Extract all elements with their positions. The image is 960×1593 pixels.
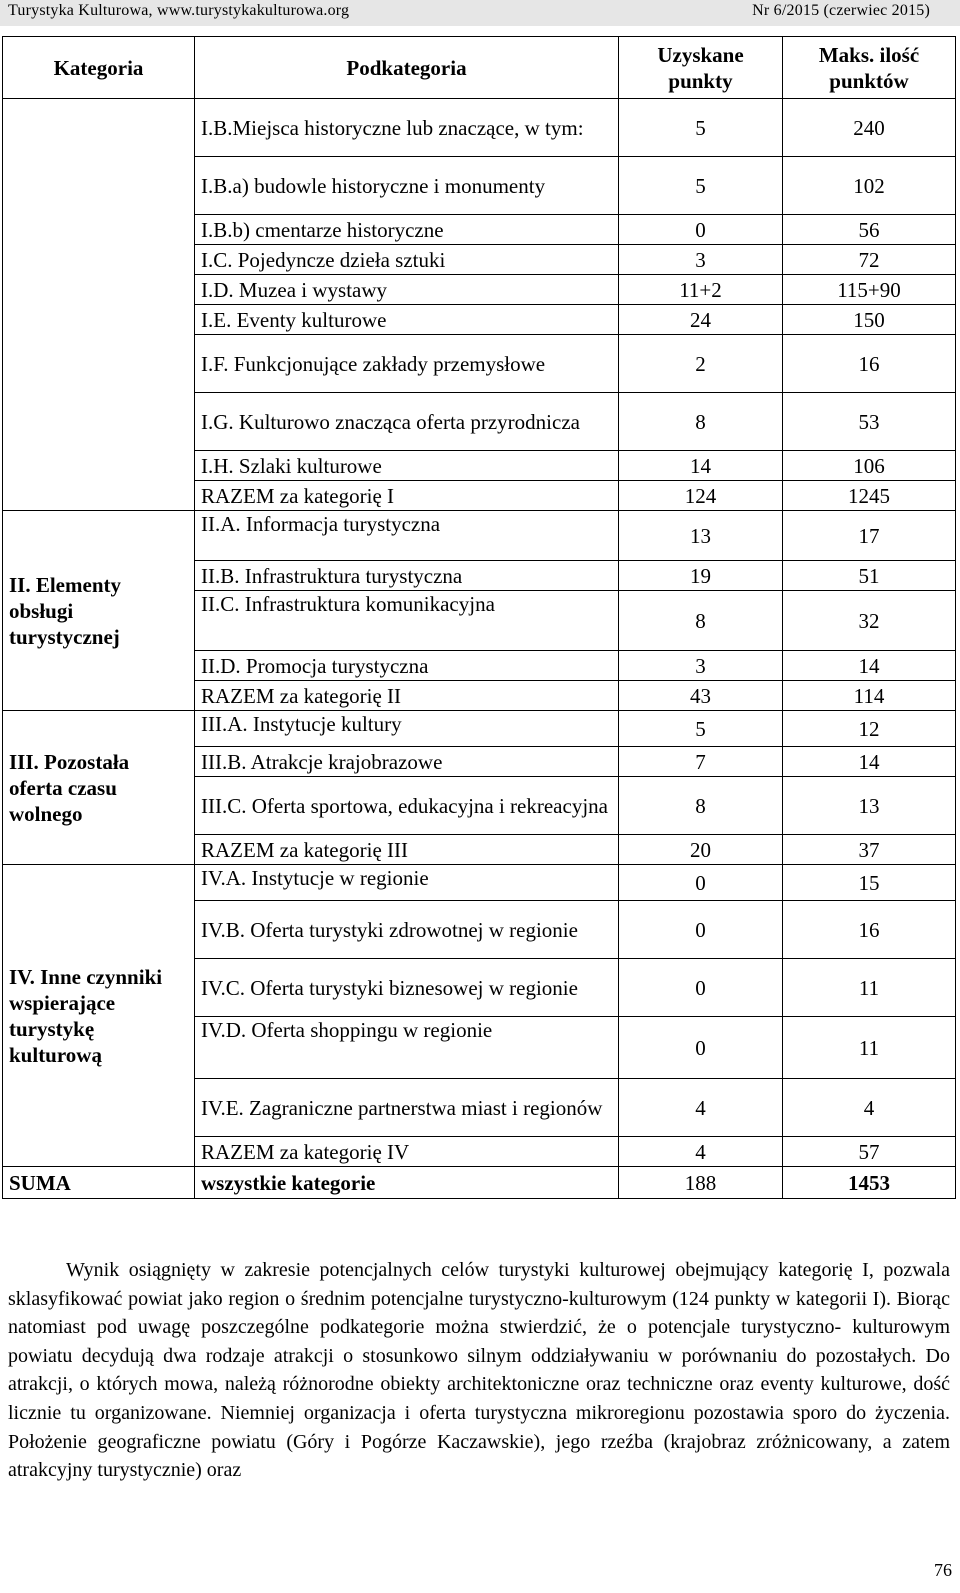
header-podkategoria: Podkategoria (195, 37, 619, 99)
subcategory-cell: IV.D. Oferta shoppingu w regionie (195, 1017, 619, 1079)
header-maks: Maks. ilość punktów (783, 37, 956, 99)
max-points-cell: 12 (783, 711, 956, 747)
points-cell: 0 (619, 865, 783, 901)
points-cell: 0 (619, 959, 783, 1017)
table-row (3, 511, 956, 561)
sum-subcategory: wszystkie kategorie (195, 1167, 619, 1199)
max-points-cell: 16 (783, 335, 956, 393)
max-points-cell: 114 (783, 681, 956, 711)
max-points-cell: 37 (783, 835, 956, 865)
category-cell-empty (3, 99, 195, 511)
subcategory-cell: II.B. Infrastruktura turystyczna (195, 561, 619, 591)
points-cell: 20 (619, 835, 783, 865)
points-cell: 24 (619, 305, 783, 335)
table-row-sum (3, 1167, 956, 1199)
points-cell: 8 (619, 591, 783, 651)
subcategory-cell: III.A. Instytucje kultury (195, 711, 619, 747)
points-cell: 8 (619, 777, 783, 835)
max-points-cell: 57 (783, 1137, 956, 1167)
table-row (3, 865, 956, 901)
max-points-cell: 240 (783, 99, 956, 157)
category-label: IV. Inne czynniki wspierające turystykę kulturową (3, 865, 195, 1167)
points-cell: 0 (619, 1017, 783, 1079)
subcategory-total-cell: RAZEM za kategorię II (195, 681, 619, 711)
max-points-cell: 1245 (783, 481, 956, 511)
points-cell: 5 (619, 157, 783, 215)
subcategory-cell: IV.A. Instytucje w regionie (195, 865, 619, 901)
subcategory-cell: I.D. Muzea i wystawy (195, 275, 619, 305)
header-kategoria: Kategoria (3, 37, 195, 99)
subcategory-cell: IV.B. Oferta turystyki zdrowotnej w regionie (195, 901, 619, 959)
paragraph-text: Wynik osiągnięty w zakresie potencjalnych celów turystyki kulturowej obejmujący kategorię I, pozwala sklasyfikować powiat jako region o średnim potencjalne turystyczno-kulturowym (124 punkty w kategorii I). Biorąc natomiast pod uwagę poszczególne podkategorie można stwierdzić, że o potencjale turystyczno- kulturowym powiatu decydują dwa rodzaje atrakcji o stosunkowo silnym oddziaływaniu w porównaniu do pozostałych. Do atrakcji, o których mowa, należą różnorodne obiekty architektoniczne oraz techniczne oraz eventy kulturowe, dość licznie tu organizowane. Niemniej organizacja i oferta turystyczna mikroregionu pozostawia sporo do życzenia. Położenie geograficzne powiatu (Góry i Pogórze Kaczawskie), jego rzeźba (krajobraz zróżnicowany, a zatem atrakcyjny turystycznie) oraz (8, 1259, 950, 1482)
subcategory-cell: I.B.a) budowle historyczne i monumenty (195, 157, 619, 215)
subcategory-cell: IV.E. Zagraniczne partnerstwa miast i regionów (195, 1079, 619, 1137)
category-label: III. Pozostała oferta czasu wolnego (3, 711, 195, 865)
subcategory-total-cell: RAZEM za kategorię IV (195, 1137, 619, 1167)
subcategory-cell: I.E. Eventy kulturowe (195, 305, 619, 335)
table-header-row (3, 37, 956, 99)
points-cell: 0 (619, 215, 783, 245)
page-number: 76 (934, 1560, 952, 1580)
max-points-cell: 72 (783, 245, 956, 275)
max-points-cell: 106 (783, 451, 956, 481)
max-points-cell: 4 (783, 1079, 956, 1137)
subcategory-cell: I.G. Kulturowo znacząca oferta przyrodnicza (195, 393, 619, 451)
sum-points: 188 (619, 1167, 783, 1199)
subcategory-cell: III.C. Oferta sportowa, edukacyjna i rekreacyjna (195, 777, 619, 835)
max-points-cell: 102 (783, 157, 956, 215)
body-paragraph (8, 1256, 950, 1485)
max-points-cell: 17 (783, 511, 956, 561)
category-label: II. Elementy obsługi turystycznej (3, 511, 195, 711)
scoring-table (2, 36, 956, 1199)
issue-info: Nr 6/2015 (czerwiec 2015) (752, 2, 930, 19)
table-row (3, 711, 956, 747)
points-cell: 124 (619, 481, 783, 511)
points-cell: 0 (619, 901, 783, 959)
max-points-cell: 115+90 (783, 275, 956, 305)
table-row (3, 99, 956, 157)
points-cell: 5 (619, 711, 783, 747)
running-header (0, 0, 960, 26)
points-cell: 3 (619, 245, 783, 275)
header-uzyskane: Uzyskane punkty (619, 37, 783, 99)
max-points-cell: 51 (783, 561, 956, 591)
points-cell: 7 (619, 747, 783, 777)
subcategory-cell: I.H. Szlaki kulturowe (195, 451, 619, 481)
subcategory-cell: II.C. Infrastruktura komunikacyjna (195, 591, 619, 651)
max-points-cell: 16 (783, 901, 956, 959)
max-points-cell: 32 (783, 591, 956, 651)
max-points-cell: 11 (783, 959, 956, 1017)
points-cell: 4 (619, 1079, 783, 1137)
subcategory-cell: IV.C. Oferta turystyki biznesowej w regionie (195, 959, 619, 1017)
points-cell: 5 (619, 99, 783, 157)
points-cell: 3 (619, 651, 783, 681)
subcategory-cell: I.F. Funkcjonujące zakłady przemysłowe (195, 335, 619, 393)
max-points-cell: 11 (783, 1017, 956, 1079)
subcategory-total-cell: RAZEM za kategorię I (195, 481, 619, 511)
max-points-cell: 150 (783, 305, 956, 335)
subcategory-cell: I.C. Pojedyncze dzieła sztuki (195, 245, 619, 275)
points-cell: 14 (619, 451, 783, 481)
points-cell: 43 (619, 681, 783, 711)
max-points-cell: 15 (783, 865, 956, 901)
points-cell: 19 (619, 561, 783, 591)
max-points-cell: 13 (783, 777, 956, 835)
journal-title: Turystyka Kulturowa, www.turystykakulturowa.org (8, 2, 350, 19)
subcategory-cell: I.B.Miejsca historyczne lub znaczące, w tym: (195, 99, 619, 157)
subcategory-total-cell: RAZEM za kategorię III (195, 835, 619, 865)
max-points-cell: 56 (783, 215, 956, 245)
subcategory-cell: III.B. Atrakcje krajobrazowe (195, 747, 619, 777)
subcategory-cell: II.A. Informacja turystyczna (195, 511, 619, 561)
points-cell: 8 (619, 393, 783, 451)
max-points-cell: 14 (783, 651, 956, 681)
max-points-cell: 53 (783, 393, 956, 451)
sum-max-points: 1453 (783, 1167, 956, 1199)
max-points-cell: 14 (783, 747, 956, 777)
points-cell: 4 (619, 1137, 783, 1167)
sum-label: SUMA (3, 1167, 195, 1199)
points-cell: 11+2 (619, 275, 783, 305)
points-cell: 2 (619, 335, 783, 393)
subcategory-cell: I.B.b) cmentarze historyczne (195, 215, 619, 245)
subcategory-cell: II.D. Promocja turystyczna (195, 651, 619, 681)
points-cell: 13 (619, 511, 783, 561)
